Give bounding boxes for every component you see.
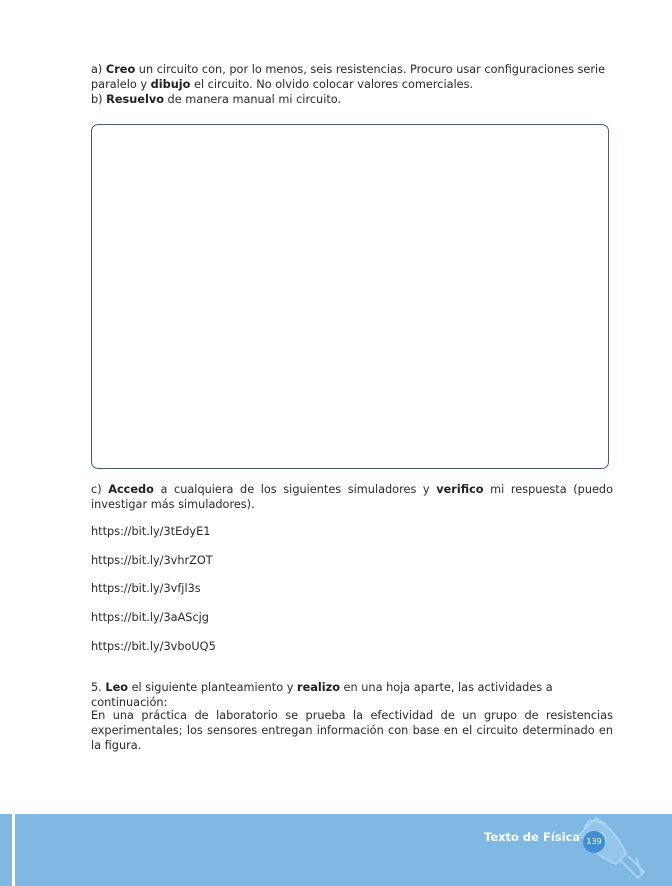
item-5-verb-leo: Leo xyxy=(105,681,128,694)
answer-drawing-box[interactable] xyxy=(91,124,609,469)
item-a-verb-creo: Creo xyxy=(105,63,136,76)
item-c-instruction xyxy=(91,482,613,512)
item-5-instruction xyxy=(91,680,613,710)
item-a-instruction xyxy=(91,62,613,92)
item-a-prefix: a) xyxy=(91,63,106,76)
footer-book-title: Texto de Física xyxy=(484,830,581,844)
simulator-link-4[interactable]: https://bit.ly/3aAScjg xyxy=(91,611,209,624)
item-c-prefix: c) xyxy=(91,483,109,496)
item-b-instruction xyxy=(91,92,613,107)
simulator-link-2[interactable]: https://bit.ly/3vhrZOT xyxy=(91,554,213,567)
page-number-badge: 139 xyxy=(583,831,605,853)
laboratory-paragraph: En una práctica de laboratorio se prueba la efectividad de un grupo de resistencias experimentales; los sensores entregan información con base en el circuito determinado en la figura. xyxy=(91,709,613,752)
item-c-verb-verifico: verifico xyxy=(436,483,484,496)
footer-band xyxy=(0,814,672,886)
simulator-link-3[interactable]: https://bit.ly/3vfjl3s xyxy=(91,582,201,595)
item-c-text-1: a cualquiera de los siguientes simuladores y xyxy=(153,483,437,496)
item-5-verb-realizo: realizo xyxy=(297,681,340,694)
item-b-prefix: b) xyxy=(91,93,107,106)
item-a-text-2: el circuito. No olvido colocar valores comerciales. xyxy=(190,78,474,91)
item-c-verb-accedo: Accedo xyxy=(108,483,154,496)
item-5-text-1: el siguiente planteamiento y xyxy=(128,681,298,694)
item-c-text-2: mi respuesta (puedo investigar más simuladores). xyxy=(91,483,614,511)
item-b-verb-resuelvo: Resuelvo xyxy=(106,93,164,106)
item-5-prefix: 5. xyxy=(91,681,106,694)
item-a-text-1: un circuito con, por lo menos, seis resistencias. Procuro usar configuraciones serie paralelo y xyxy=(91,63,606,91)
footer-stripe xyxy=(12,814,15,886)
simulator-link-1[interactable]: https://bit.ly/3tEdyE1 xyxy=(91,525,211,538)
simulator-link-5[interactable]: https://bit.ly/3vboUQ5 xyxy=(91,640,216,653)
item-b-text: de manera manual mi circuito. xyxy=(163,93,342,106)
item-a-verb-dibujo: dibujo xyxy=(150,78,191,91)
item-5-text-2: en una hoja aparte, las actividades a continuación: xyxy=(91,681,553,709)
